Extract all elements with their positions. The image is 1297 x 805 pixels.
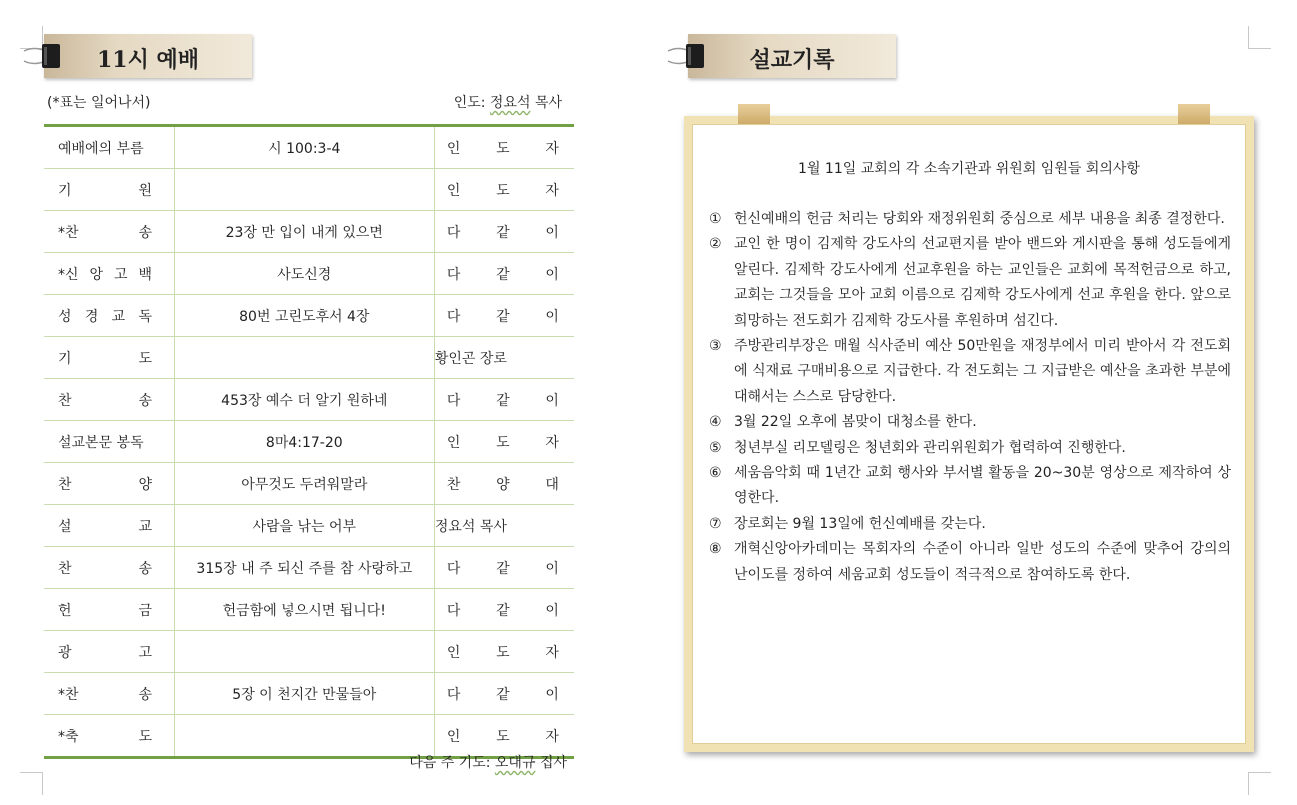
order-item-cell [44,295,174,337]
cell-text: 도 [496,182,510,199]
table-row [44,505,574,547]
cell-text: 도 [496,140,510,157]
order-item-cell [44,715,174,758]
order-item-cell [44,547,174,589]
cell-text: 이 [545,224,559,241]
cell-text: 찬 [58,392,72,409]
cell-text: 다 [446,602,461,619]
list-item [709,436,1231,461]
order-item-cell [44,463,174,505]
cell-text: 도 [138,728,152,745]
crop-mark [1248,772,1271,795]
order-content-cell: 5장 이 천지간 만물들아 [174,673,434,715]
notice-paper [692,124,1246,744]
cell-text: 도 [496,434,510,451]
item-text: 주방관리부장은 매월 식사준비 예산 50만원을 재정부에서 미리 받아서 각 전도회에 식재료 구매비용으로 지급한다. 각 전도회는 그 지급받은 예산을 초과한 부분에 대해서는 스스로 담당한다. [734,338,1231,405]
order-who-cell [434,589,574,631]
cell-text: 이 [545,392,559,409]
order-item-cell [44,337,174,379]
cell-text: 다 [446,308,461,325]
cell-text: 찬 [446,476,461,493]
table-row [44,379,574,421]
order-item-cell [44,169,174,211]
order-who-cell [434,295,574,337]
cell-text: 기 [58,350,72,367]
item-number: ⑦ [709,515,722,532]
minutes-list [709,207,1231,588]
cell-text: 같 [496,560,510,577]
cell-text: 송 [138,392,152,409]
cell-text: 같 [496,686,510,703]
minutes-heading: 1월 11일 교회의 각 소속기관과 위원회 임원들 회의사항 [798,161,1140,177]
cell-text: 정요석 목사 [434,518,507,535]
item-text: 세움음악회 때 1년간 교회 행사와 부서별 활동을 20~30분 영상으로 제작하여 상영한다. [734,465,1231,507]
order-item-cell [44,379,174,421]
cell-text: 백 [138,266,152,283]
list-item [709,537,1231,588]
order-item-cell [44,253,174,295]
table-row [44,421,574,463]
order-content-cell: 헌금함에 넣으시면 됩니다! [174,589,434,631]
item-number: ③ [709,338,722,355]
cell-text: *신 [58,266,79,283]
cell-text: 대 [545,476,559,493]
cell-text: 독 [138,308,152,325]
order-content-cell: 315장 내 주 되신 주를 참 사랑하고 [174,547,434,589]
order-content-cell [174,169,434,211]
cell-text: 경 [84,308,99,325]
cell-text: 기 [58,182,72,199]
cell-text: 설 [58,518,72,535]
table-row [44,169,574,211]
order-who-cell [434,673,574,715]
worship-order-table [44,124,574,759]
next-prayer-line [409,752,567,772]
list-item [709,461,1231,512]
cell-text: 교 [138,518,152,535]
order-content-cell: 80번 고린도후서 4장 [174,295,434,337]
order-who-cell [434,379,574,421]
order-content-cell: 사람을 낚는 어부 [174,505,434,547]
cell-text: 이 [545,560,559,577]
cell-text: 다 [446,224,461,241]
cell-text: *축 [58,728,79,745]
list-item [709,512,1231,537]
item-number: ⑧ [709,541,722,558]
cell-text: 도 [496,644,510,661]
cell-text: 원 [138,182,152,199]
order-content-cell: 8마4:17-20 [174,421,434,463]
cell-text: 자 [545,434,559,451]
item-number: ④ [709,414,722,431]
cell-text: 같 [496,392,510,409]
cell-text: 양 [138,476,152,493]
cell-text: 다 [446,266,461,283]
list-item [709,410,1231,435]
section-title: 설교기록 [749,47,835,73]
next-prayer-name: 오대규 [494,755,536,771]
leader-line [454,92,562,112]
order-content-cell: 시 100:3-4 [174,126,434,169]
cell-text: 다 [446,560,461,577]
cell-text: 도 [496,728,510,745]
cell-text: 헌 [58,602,72,619]
order-item-cell [44,211,174,253]
order-content-cell [174,715,434,758]
cell-text: 이 [545,686,559,703]
cell-text: 인 [446,644,461,661]
table-row [44,253,574,295]
order-content-cell: 아무것도 두려워말라 [174,463,434,505]
cell-text: 앙 [89,266,104,283]
order-content-cell [174,337,434,379]
table-row [44,631,574,673]
standing-note: (*표는 일어나서) [47,95,151,111]
order-content-cell: 사도신경 [174,253,434,295]
cell-text: 같 [496,602,510,619]
order-who-cell [434,211,574,253]
order-who-cell [434,421,574,463]
order-content-cell [174,631,434,673]
cell-text: *찬 [58,224,79,241]
next-prayer-title: 집사 [539,755,567,771]
cell-text: 성 [58,308,72,325]
cell-text: 도 [138,350,152,367]
cell-text: 찬 [58,560,72,577]
order-who-cell [434,547,574,589]
leader-name: 정요석 [489,95,531,111]
leader-title: 목사 [534,95,562,111]
cell-text: 양 [496,476,510,493]
tape-icon [1178,104,1210,124]
order-content-cell: 453장 예수 더 알기 원하네 [174,379,434,421]
cell-text: 같 [496,224,510,241]
order-who-cell [434,631,574,673]
section-title-tag [44,34,252,78]
order-item-cell [44,421,174,463]
cell-text: 예배에의 부름 [58,140,144,157]
table-row [44,337,574,379]
order-who-cell [434,505,574,547]
list-item [709,207,1231,232]
cell-text: *찬 [58,686,79,703]
order-who-cell [434,337,574,379]
table-row [44,126,574,169]
cell-text: 황인곤 장로 [434,350,507,367]
order-item-cell [44,631,174,673]
cell-text: 자 [545,140,559,157]
cell-text: 같 [496,308,510,325]
cell-text: 광 [58,644,72,661]
cell-text: 이 [545,308,559,325]
cell-text: 자 [545,728,559,745]
item-text: 장로회는 9월 13일에 헌신예배를 갖는다. [734,515,986,532]
notice-board [684,116,1254,752]
cell-text: 송 [138,560,152,577]
table-row [44,547,574,589]
table-row [44,589,574,631]
cell-text: 송 [138,686,152,703]
table-row [44,295,574,337]
tape-icon [738,104,770,124]
item-text: 청년부실 리모델링은 청년회와 관리위원회가 협력하여 진행한다. [734,439,1126,456]
order-who-cell [434,253,574,295]
next-prayer-label: 다음 주 기도: [409,755,491,771]
order-content-cell: 23장 만 입이 내게 있으면 [174,211,434,253]
cell-text: 다 [446,392,461,409]
cell-text: 이 [545,266,559,283]
item-number: ① [709,211,722,227]
order-who-cell [434,169,574,211]
table-row [44,673,574,715]
crop-mark [1248,26,1271,49]
cell-text: 이 [545,602,559,619]
cell-text: 인 [446,182,461,199]
item-number: ⑥ [709,465,722,482]
order-item-cell [44,673,174,715]
crop-mark [20,772,43,795]
cell-text: 다 [446,686,461,703]
cell-text: 설교본문 봉독 [58,434,144,451]
cell-text: 자 [545,644,559,661]
cell-text: 찬 [58,476,72,493]
cell-text: 고 [138,644,152,661]
cell-text: 송 [138,224,152,241]
cell-text: 같 [496,266,510,283]
order-item-cell [44,505,174,547]
cell-text: 자 [545,182,559,199]
section-title: 11시 예배 [96,47,200,73]
order-who-cell [434,126,574,169]
cell-text: 인 [446,140,461,157]
item-text: 개혁신앙아카데미는 목회자의 수준이 아니라 일반 성도의 수준에 맞추어 강의의 난이도를 정하여 세움교회 성도들이 적극적으로 참여하도록 한다. [734,541,1231,583]
cell-text: 교 [111,308,126,325]
cell-text: 인 [446,434,461,451]
list-item [709,232,1231,334]
leader-label: 인도: [453,95,486,111]
cell-text: 인 [446,728,461,745]
item-text: 교인 한 명이 김제학 강도사의 선교편지를 받아 밴드와 게시판을 통해 성도들에게 알린다. 김제학 강도사에게 선교후원을 하는 교인들은 교회에 목적헌금으로 하고, 교회는 그것들을 모아 교회 이름으로 김제학 강도사에게 선교 후원을 한다. 앞으로 희망하는 전도회가 김제학 강도사를 후원하며 섬긴다. [734,236,1231,329]
order-item-cell [44,126,174,169]
table-row [44,211,574,253]
item-text: 3월 22일 오후에 봄맞이 대청소를 한다. [734,414,977,431]
item-number: ⑤ [709,439,722,456]
cell-text: 고 [113,266,128,283]
list-item [709,334,1231,410]
order-who-cell [434,463,574,505]
section-title-tag [688,34,896,78]
item-text: 헌신예배의 헌금 처리는 당회와 재정위원회 중심으로 세부 내용을 최종 결정한다. [734,211,1225,227]
order-item-cell [44,589,174,631]
item-number: ② [709,236,722,253]
cell-text: 금 [138,602,152,619]
table-row [44,463,574,505]
